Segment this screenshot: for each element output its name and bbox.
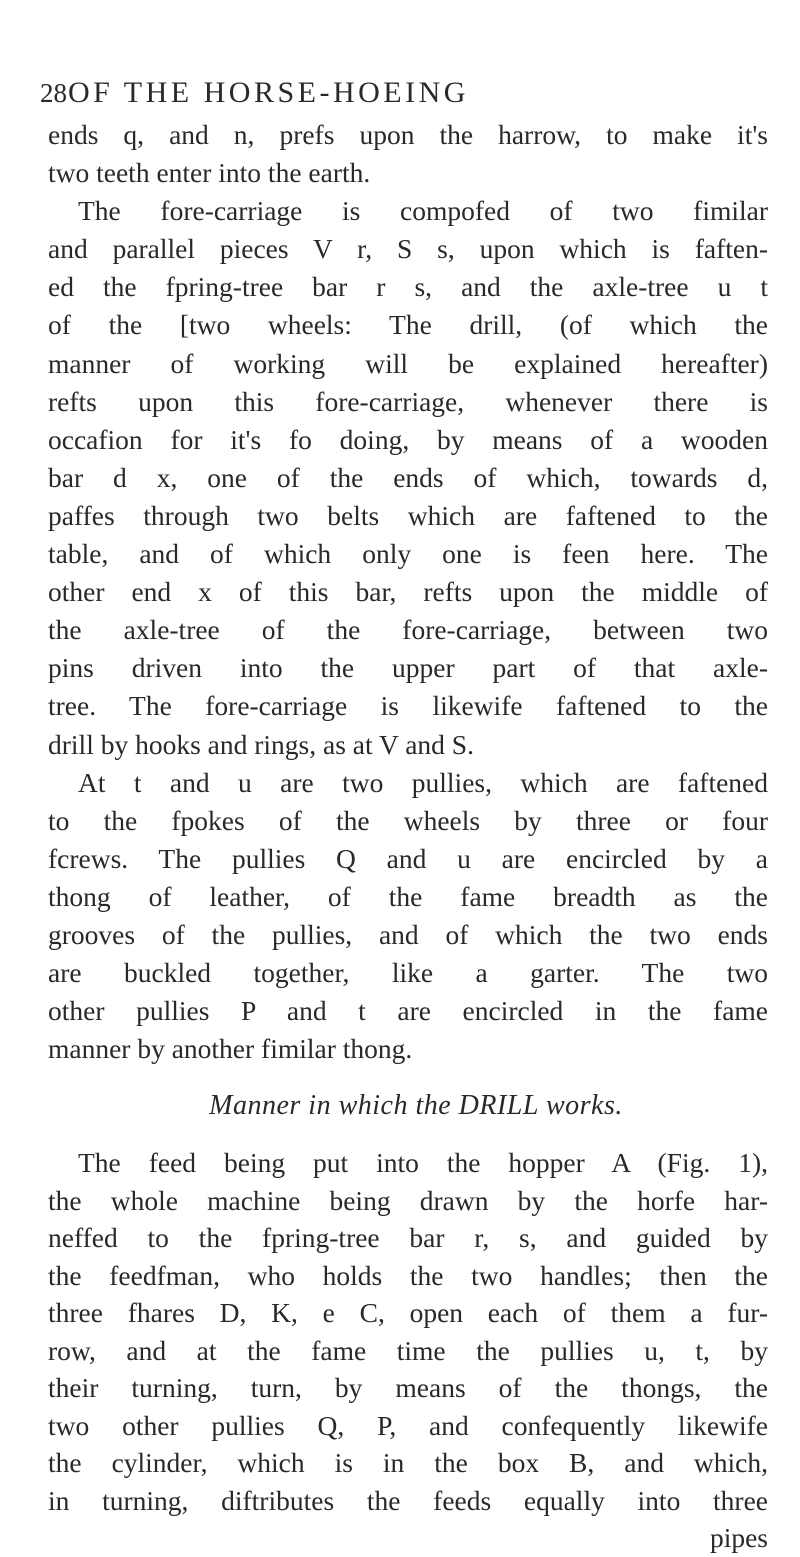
text-line: grooves of the pullies, and of which the two ends: [48, 918, 768, 950]
text-line: At t and u are two pullies, which are faftened: [78, 766, 768, 798]
text-line: The feed being put into the hopper A (Fig. 1),: [78, 1147, 768, 1179]
running-head: OF THE HORSE-HOEING: [68, 76, 469, 109]
body-text: [48, 116, 768, 1557]
page-number: 28: [40, 78, 67, 108]
text-line: other end x of this bar, refts upon the middle of: [48, 576, 768, 608]
page-header: [40, 78, 780, 112]
text-line: in turning, diftributes the feeds equally into three: [48, 1484, 768, 1516]
text-line: The fore-carriage is compofed of two fimilar: [78, 195, 768, 227]
text-line: manner of working will be explained hereafter): [48, 347, 768, 379]
text-line: two other pullies Q, P, and confequently likewife: [48, 1409, 768, 1441]
text-line: and parallel pieces V r, S s, upon which is faften-: [48, 233, 768, 265]
text-line: neffed to the fpring-tree bar r, s, and guided by: [48, 1222, 768, 1254]
paragraph-block: [48, 1144, 768, 1519]
text-line: the cylinder, which is in the box B, and which,: [48, 1447, 768, 1479]
text-line: three fhares D, K, e C, open each of them a fur-: [48, 1297, 768, 1329]
paragraph-block: [48, 116, 768, 1068]
text-line: are buckled together, like a garter. The two: [48, 957, 768, 989]
text-line: other pullies P and t are encircled in the fame: [48, 995, 768, 1027]
text-line: drill by hooks and rings, as at V and S.: [48, 728, 474, 760]
text-line: table, and of which only one is feen here. The: [48, 538, 768, 570]
text-line: manner by another fimilar thong.: [48, 1033, 413, 1065]
text-line: of the [two wheels: The drill, (of which the: [48, 309, 768, 341]
text-line: refts upon this fore-carriage, whenever there is: [48, 385, 768, 417]
text-line: two teeth enter into the earth.: [48, 157, 371, 189]
text-line: ends q, and n, prefs upon the harrow, to make it's: [48, 119, 768, 150]
book-page: [40, 0, 780, 1554]
text-line: the feedfman, who holds the two handles; then the: [48, 1259, 768, 1291]
text-line: tree. The fore-carriage is likewife faftened to the: [48, 690, 768, 722]
text-line: thong of leather, of the fame breadth as the: [48, 880, 768, 912]
text-line: occafion for it's fo doing, by means of a wooden: [48, 423, 768, 455]
text-line: paffes through two belts which are faftened to the: [48, 499, 768, 531]
text-line: fcrews. The pullies Q and u are encircled by a: [48, 842, 768, 874]
text-line: to the fpokes of the wheels by three or four: [48, 804, 768, 836]
catchword: pipes: [709, 1522, 768, 1554]
text-line: bar d x, one of the ends of which, towards d,: [48, 461, 768, 493]
text-line: row, and at the fame time the pullies u, t, by: [48, 1334, 768, 1366]
text-line: their turning, turn, by means of the thongs, the: [48, 1372, 768, 1404]
text-line: the axle-tree of the fore-carriage, between two: [48, 614, 768, 646]
section-heading: Manner in which the DRILL works.: [209, 1090, 623, 1122]
text-line: the whole machine being drawn by the horfe har-: [48, 1184, 768, 1216]
text-line: ed the fpring-tree bar r s, and the axle-tree u t: [48, 271, 768, 303]
text-line: pins driven into the upper part of that axle-: [48, 652, 768, 684]
